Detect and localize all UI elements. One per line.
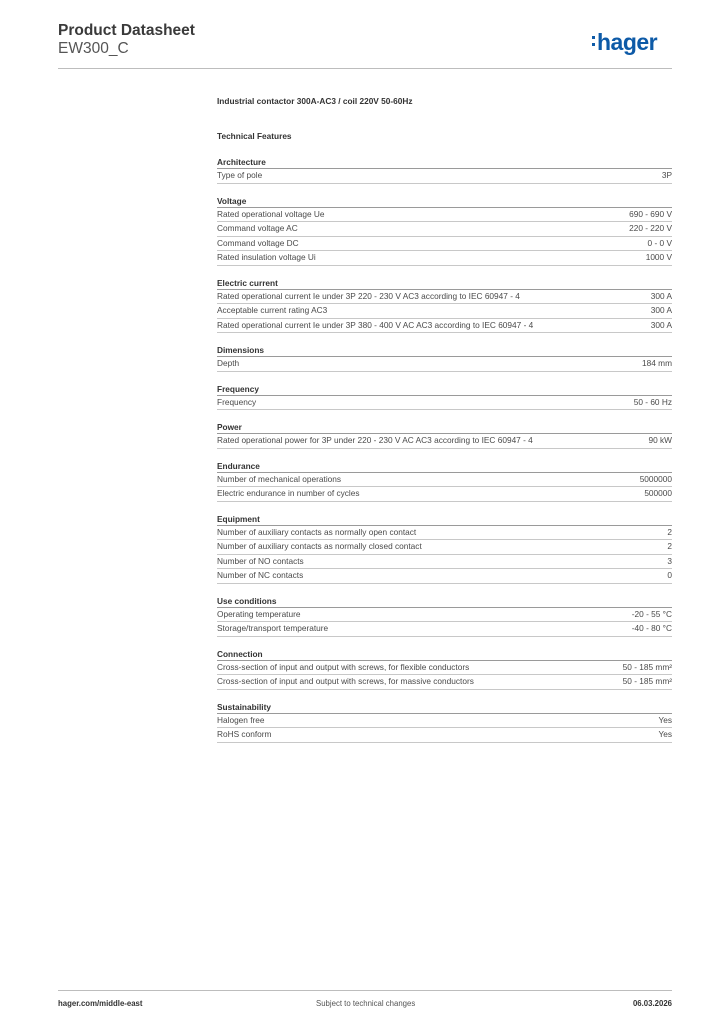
datasheet-content	[217, 96, 672, 743]
feature-row	[217, 357, 672, 372]
feature-row	[217, 169, 672, 184]
section-architecture	[217, 157, 672, 184]
feature-value: 300 A	[650, 305, 672, 315]
feature-label: Number of NO contacts	[217, 555, 304, 566]
product-code: EW300_C	[58, 40, 129, 57]
section-title: Connection	[217, 649, 672, 661]
feature-row	[217, 208, 672, 223]
section-title: Equipment	[217, 514, 672, 526]
feature-label: Halogen free	[217, 714, 265, 725]
section-title: Architecture	[217, 157, 672, 169]
feature-value: 300 A	[650, 319, 672, 330]
section-endurance	[217, 461, 672, 502]
feature-value: 3	[667, 555, 672, 566]
feature-label: Cross-section of input and output with screws, for massive conductors	[217, 676, 474, 686]
feature-row	[217, 608, 672, 623]
feature-row	[217, 555, 672, 570]
section-use-conditions	[217, 596, 672, 637]
feature-label: Command voltage AC	[217, 223, 298, 233]
feature-label: Rated insulation voltage Ui	[217, 252, 316, 262]
section-title: Dimensions	[217, 345, 672, 357]
page-title: Product Datasheet	[58, 22, 195, 39]
feature-label: Command voltage DC	[217, 237, 299, 248]
feature-label: Number of auxiliary contacts as normally open contact	[217, 526, 417, 537]
section-title: Sustainability	[217, 702, 672, 714]
section-title: Use conditions	[217, 596, 672, 608]
feature-value: Yes	[658, 729, 672, 739]
footer-note: Subject to technical changes	[316, 999, 416, 1008]
feature-value: -20 - 55 °C	[631, 608, 672, 619]
feature-row	[217, 728, 672, 743]
feature-label: Rated operational current Ie under 3P 220 - 230 V AC3 according to IEC 60947 - 4	[217, 290, 520, 301]
feature-value: -40 - 80 °C	[631, 623, 672, 633]
logo-wordmark: hager	[597, 29, 658, 55]
feature-label: RoHS conform	[217, 729, 272, 739]
footer-date: 06.03.2026	[632, 999, 672, 1008]
feature-row	[217, 304, 672, 319]
section-title: Power	[217, 422, 672, 434]
feature-value: 3P	[661, 170, 672, 180]
section-frequency	[217, 384, 672, 411]
feature-row	[217, 290, 672, 305]
feature-value: 184 mm	[642, 358, 672, 368]
feature-label: Type of pole	[217, 170, 263, 180]
feature-label: Rated operational voltage Ue	[217, 208, 325, 219]
feature-row	[217, 251, 672, 266]
feature-row	[217, 540, 672, 555]
feature-label: Rated operational power for 3P under 220 - 230 V AC AC3 according to IEC 60947 - 4	[217, 435, 533, 445]
feature-label: Electric endurance in number of cycles	[217, 488, 360, 498]
feature-value: 0 - 0 V	[647, 237, 672, 248]
product-description: Industrial contactor 300A-AC3 / coil 220V 50-60Hz	[217, 96, 413, 106]
feature-row	[217, 569, 672, 584]
feature-label: Number of NC contacts	[217, 570, 304, 580]
logo-dots-icon	[592, 36, 595, 50]
feature-row	[217, 487, 672, 502]
header-divider	[58, 68, 672, 69]
feature-value: 90 kW	[648, 435, 672, 445]
feature-value: 500000	[644, 488, 672, 498]
feature-label: Depth	[217, 358, 240, 368]
feature-sections	[217, 157, 672, 743]
section-title: Frequency	[217, 384, 672, 396]
section-equipment	[217, 514, 672, 584]
footer-website: hager.com/middle-east	[58, 999, 143, 1008]
feature-row	[217, 237, 672, 252]
feature-value: 1000 V	[645, 252, 672, 262]
feature-value: 50 - 185 mm²	[622, 676, 672, 686]
feature-label: Number of auxiliary contacts as normally closed contact	[217, 541, 422, 551]
section-dimensions	[217, 345, 672, 372]
feature-label: Frequency	[217, 396, 257, 407]
feature-label: Rated operational current Ie under 3P 380 - 400 V AC AC3 according to IEC 60947 - 4	[217, 319, 534, 330]
feature-row	[217, 622, 672, 637]
feature-label: Storage/transport temperature	[217, 623, 329, 633]
section-voltage	[217, 196, 672, 266]
feature-label: Acceptable current rating AC3	[217, 305, 328, 315]
feature-value: 50 - 185 mm²	[622, 661, 672, 672]
feature-row	[217, 714, 672, 729]
features-title: Technical Features	[217, 131, 292, 141]
section-connection	[217, 649, 672, 690]
feature-value: 220 - 220 V	[629, 223, 672, 233]
section-sustainability	[217, 702, 672, 743]
feature-row	[217, 434, 672, 449]
feature-row	[217, 526, 672, 541]
feature-value: 50 - 60 Hz	[633, 396, 672, 407]
feature-value: 5000000	[639, 473, 672, 484]
section-title: Electric current	[217, 278, 672, 290]
feature-label: Number of mechanical operations	[217, 473, 342, 484]
feature-row	[217, 661, 672, 676]
feature-row	[217, 222, 672, 237]
feature-row	[217, 396, 672, 411]
feature-value: 2	[667, 526, 672, 537]
feature-value: 0	[667, 570, 672, 580]
feature-value: 690 - 690 V	[629, 208, 672, 219]
feature-row	[217, 319, 672, 334]
feature-value: 300 A	[650, 290, 672, 301]
feature-value: Yes	[658, 714, 672, 725]
feature-row	[217, 675, 672, 690]
footer-divider	[58, 990, 672, 991]
feature-row	[217, 473, 672, 488]
section-title: Endurance	[217, 461, 672, 473]
feature-value: 2	[667, 541, 672, 551]
hager-logo	[592, 28, 674, 56]
feature-label: Cross-section of input and output with screws, for flexible conductors	[217, 661, 470, 672]
feature-label: Operating temperature	[217, 608, 301, 619]
section-power	[217, 422, 672, 449]
section-title: Voltage	[217, 196, 672, 208]
section-electric-current	[217, 278, 672, 334]
